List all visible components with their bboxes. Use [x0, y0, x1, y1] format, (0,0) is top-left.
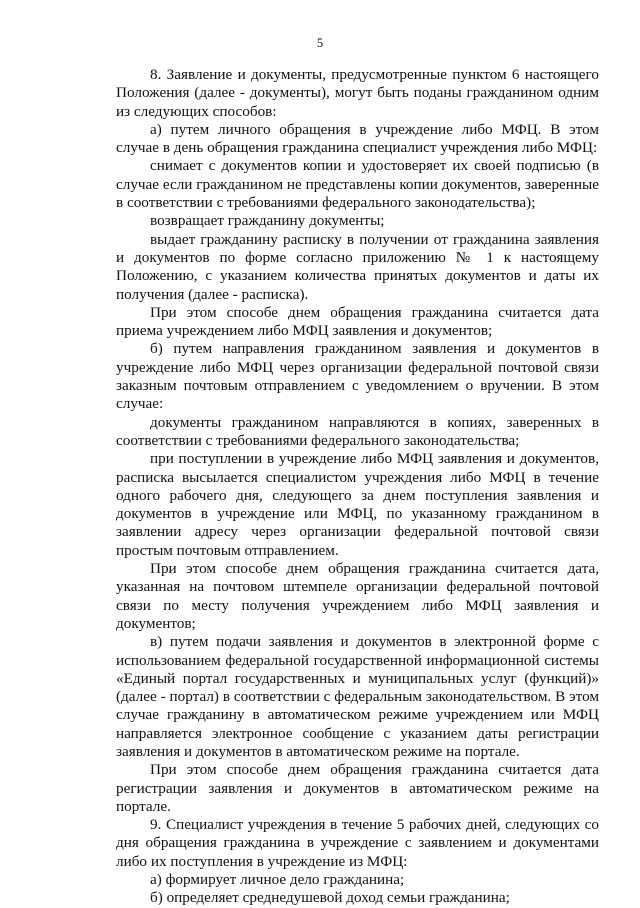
paragraph-8a-receipt: выдает гражданину расписку в получении от гражданина заявления и документов по форме согласно приложению № 1 к настоящему Положению, с указанием количества принятых документов и даты их получения (далее - расписка). [116, 230, 599, 303]
paragraph-8v-date: При этом способе днем обращения гражданина считается дата регистрации заявления и документов в автоматическом режиме на портале. [116, 761, 599, 815]
paragraph-8-intro: 8. Заявление и документы, предусмотренные пунктом 6 настоящего Положения (далее - документы), могут быть поданы гражданином одним из следующих способов: [116, 66, 599, 120]
paragraph-8b-copies: документы гражданином направляются в копиях, заверенных в соответствии с требованиями федерального законодательства; [116, 413, 599, 449]
page-number: 5 [316, 36, 324, 50]
paragraph-8b-receipt: при поступлении в учреждение либо МФЦ заявления и документов, расписка высылается специалистом учреждения либо МФЦ в течение одного рабочего дня, следующего за днем поступления заявления и документов в учреждение или МФЦ, по указанному гражданином в заявлении адресу через организации федеральной почтовой связи простым почтовым отправлением. [116, 450, 599, 559]
paragraph-8a-date: При этом способе днем обращения гражданина считается дата приема учреждением либо МФЦ заявления и документов; [116, 303, 599, 340]
paragraph-8v: в) путем подачи заявления и документов в электронной форме с использованием федеральной государственной информационной системы «Единый портал государственных и муниципальных услуг (функций)» (далее - портал) в соответствии с федеральным законодательством. В этом случае гражданину в автоматическом режиме учреждением или МФЦ направляется электронное сообщение с указанием даты регистрации заявления и документов в автоматическом режиме на портале. [116, 633, 599, 760]
paragraph-8a: а) путем личного обращения в учреждение либо МФЦ. В этом случае в день обращения гражданина специалист учреждения либо МФЦ: [116, 120, 599, 157]
paragraph-8a-copies: снимает с документов копии и удостоверяет их своей подписью (в случае если гражданином не представлены копии документов, заверенные в соответствии с требованиями федерального законодательства); [116, 157, 599, 212]
paragraph-9b: б) определяет среднедушевой доход семьи гражданина; [150, 889, 510, 907]
paragraph-8a-return: возвращает гражданину документы; [150, 212, 385, 230]
paragraph-8b: б) путем направления гражданином заявления и документов в учреждение либо МФЦ через организации федеральной почтовой связи заказным почтовым отправлением с уведомлением о вручении. В этом случае: [116, 340, 599, 413]
document-body [116, 66, 599, 908]
paragraph-9a: а) формирует личное дело гражданина; [150, 871, 405, 889]
paragraph-8b-date: При этом способе днем обращения гражданина считается дата, указанная на почтовом штемпеле организации федеральной почтовой связи по месту получения учреждением либо МФЦ заявления и документов; [116, 560, 599, 632]
paragraph-9-intro: 9. Специалист учреждения в течение 5 рабочих дней, следующих со дня обращения гражданина в учреждение с заявлением и документами либо их поступления в учреждение из МФЦ: [116, 816, 599, 870]
